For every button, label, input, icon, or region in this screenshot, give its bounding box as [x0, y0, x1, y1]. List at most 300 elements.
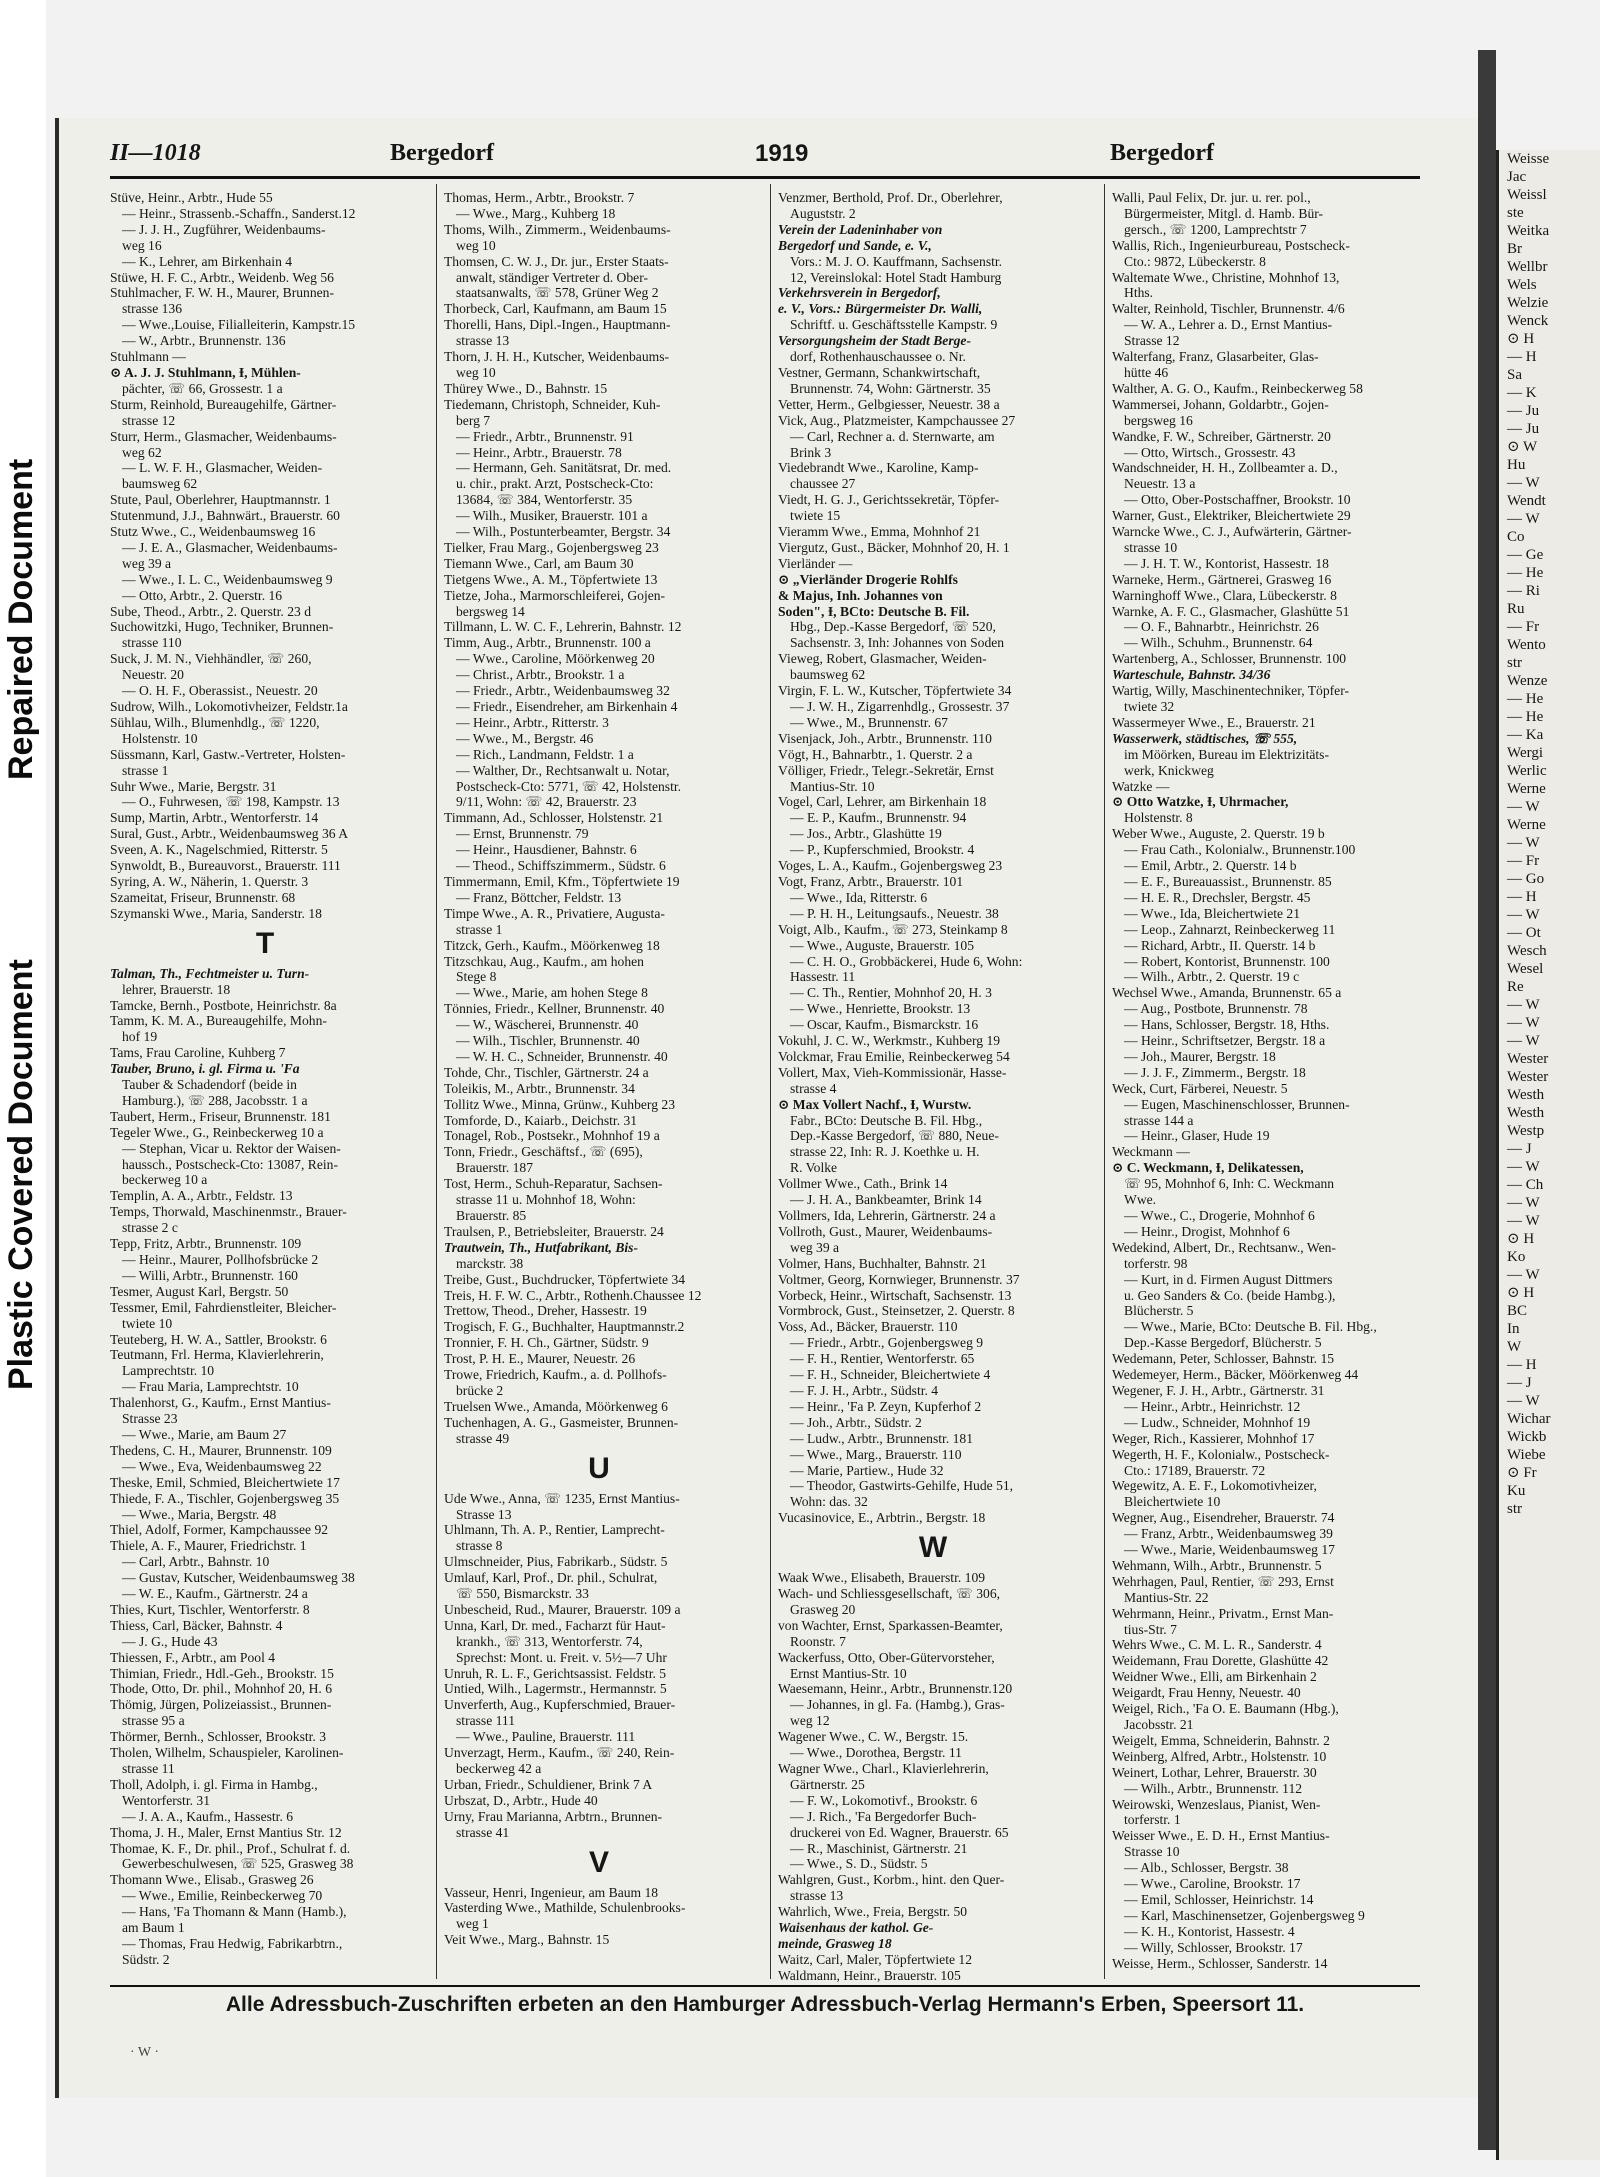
- adjacent-page-fragment: — W: [1507, 1267, 1540, 1283]
- directory-entry: strasse 11 u. Mohnhof 18, Wohn:: [456, 1192, 636, 1208]
- directory-entry: Weisser Wwe., E. D. H., Ernst Mantius-: [1112, 1828, 1330, 1844]
- adjacent-page-fragment: Weissl: [1507, 187, 1547, 203]
- directory-entry: — Wwe., Henriette, Brookstr. 13: [790, 1001, 971, 1017]
- directory-entry: Stüve, Heinr., Arbtr., Hude 55: [110, 190, 273, 205]
- entries-column-1: [110, 190, 420, 1968]
- adjacent-page-fragment: Wichar: [1507, 1411, 1551, 1427]
- adjacent-page-fragment: — W: [1507, 1393, 1540, 1409]
- directory-entry: Waesemann, Heinr., Arbtr., Brunnenstr.120: [778, 1681, 1013, 1697]
- adjacent-page-fragment: Wellbr: [1507, 259, 1548, 275]
- directory-entry: — R., Maschinist, Gärtnerstr. 21: [790, 1840, 968, 1856]
- directory-entry: ⊙ A. J. J. Stuhlmann, Ɨ, Mühlen-: [110, 364, 301, 380]
- directory-entry: — Emil, Arbtr., 2. Querstr. 14 b: [1124, 858, 1297, 874]
- directory-entry: Thömig, Jürgen, Polizeiassist., Brunnen-: [110, 1697, 332, 1713]
- header-year: 1919: [755, 140, 809, 167]
- directory-entry: — Jos., Arbtr., Glashütte 19: [790, 826, 942, 842]
- directory-entry: Tronnier, F. H. Ch., Gärtner, Südstr. 9: [444, 1335, 649, 1351]
- adjacent-page-fragment: — Ju: [1507, 421, 1540, 437]
- directory-entry: — Friedr., Arbtr., Brunnenstr. 91: [456, 428, 634, 444]
- directory-entry: — Stephan, Vicar u. Rektor der Waisen-: [122, 1140, 341, 1156]
- directory-entry: — Wwe.,Louise, Filialleiterin, Kampstr.15: [122, 317, 356, 333]
- directory-entry: strasse 110: [122, 635, 182, 651]
- directory-entry: Unverzagt, Herm., Kaufm., ☏ 240, Rein-: [444, 1745, 675, 1761]
- directory-entry: Vollroth, Gust., Maurer, Weidenbaums-: [778, 1223, 993, 1239]
- directory-entry: Truelsen Wwe., Amanda, Möörkenweg 6: [444, 1398, 668, 1414]
- directory-entry: Untied, Wilh., Lagermstr., Hermannstr. 5: [444, 1681, 667, 1697]
- directory-entry: — C. Th., Rentier, Mohnhof 20, H. 3: [790, 985, 992, 1001]
- directory-entry: ☏ 95, Mohnhof 6, Inh: C. Weckmann: [1124, 1176, 1335, 1192]
- directory-entry: Tohde, Chr., Tischler, Gärtnerstr. 24 a: [444, 1064, 649, 1080]
- directory-entry: Thiele, A. F., Maurer, Friedrichstr. 1: [110, 1538, 307, 1554]
- directory-entry: Vasseur, Henri, Ingenieur, am Baum 18: [444, 1884, 659, 1900]
- adjacent-page-fragment: Wesch: [1507, 943, 1547, 959]
- directory-entry: Dep.-Kasse Bergedorf, Blücherstr. 5: [1124, 1335, 1322, 1351]
- directory-entry: Treibe, Gust., Buchdrucker, Töpfertwiete 34: [444, 1271, 686, 1287]
- directory-entry: — Wwe., I. L. C., Weidenbaumsweg 9: [122, 571, 333, 587]
- directory-entry: marckstr. 38: [456, 1255, 524, 1271]
- directory-entry: — Robert, Kontorist, Brunnenstr. 100: [1124, 953, 1330, 969]
- adjacent-page-fragment: — Ka: [1507, 727, 1544, 743]
- directory-entry: — Wwe., Marg., Brauerstr. 110: [790, 1446, 962, 1462]
- page-header: [110, 140, 1420, 176]
- page-mark: · W ·: [130, 2045, 160, 2060]
- directory-entry: Virgin, F. L. W., Kutscher, Töpfertwiete 34: [778, 683, 1012, 699]
- directory-entry: Temps, Thorwald, Maschinenmstr., Brauer-: [110, 1204, 347, 1220]
- adjacent-page-fragment: — Go: [1507, 871, 1545, 887]
- directory-entry: Voltmer, Georg, Kornwieger, Brunnenstr. 37: [778, 1271, 1020, 1287]
- directory-entry: Waltemate Wwe., Christine, Mohnhof 13,: [1112, 269, 1340, 285]
- adjacent-page-fragment: — Fr: [1507, 619, 1540, 635]
- directory-entry: Thomas, Herm., Arbtr., Brookstr. 7: [444, 190, 635, 205]
- directory-entry: Wandschneider, H. H., Zollbeamter a. D.,: [1112, 460, 1338, 476]
- directory-entry: — Wwe., S. D., Südstr. 5: [790, 1856, 928, 1872]
- directory-entry: Gärtnerstr. 25: [790, 1776, 865, 1792]
- directory-entry: Timpe Wwe., A. R., Privatiere, Augusta-: [444, 905, 665, 921]
- adjacent-page-fragment: — W: [1507, 1033, 1540, 1049]
- directory-entry: — Wwe., M., Brunnenstr. 67: [790, 714, 948, 730]
- directory-entry: Warteschule, Bahnstr. 34/36: [1112, 667, 1271, 683]
- directory-entry: — P. H. H., Leitungsaufs., Neuestr. 38: [790, 905, 999, 921]
- directory-entry: — J. W. H., Zigarrenhdlg., Grossestr. 37: [790, 699, 1010, 714]
- directory-entry: weg 10: [456, 364, 496, 380]
- directory-entry: Wartenberg, A., Schlosser, Brunnenstr. 100: [1112, 651, 1347, 667]
- directory-entry: Walterfang, Franz, Glasarbeiter, Glas-: [1112, 349, 1319, 365]
- header-rule: [110, 176, 1420, 179]
- directory-entry: Trowe, Friedrich, Kaufm., a. d. Pollhofs-: [444, 1367, 667, 1383]
- adjacent-page-fragment: — He: [1507, 565, 1544, 581]
- adjacent-page-fragment: ⊙ H: [1507, 1231, 1535, 1247]
- adjacent-page-fragment: Sa: [1507, 367, 1522, 383]
- directory-entry: — Willy, Schlosser, Brookstr. 17: [1124, 1939, 1303, 1955]
- directory-entry: Warneke, Herm., Gärtnerei, Grasweg 16: [1112, 571, 1332, 587]
- directory-entry: strasse 12: [122, 412, 176, 428]
- directory-entry: — Heinr., Arbtr., Ritterstr. 3: [456, 714, 609, 730]
- directory-entry: Weck, Curt, Färberei, Neuestr. 5: [1112, 1080, 1288, 1096]
- directory-entry: Wohn: das. 32: [790, 1494, 868, 1510]
- directory-entry: Waak Wwe., Elisabeth, Brauerstr. 109: [778, 1570, 986, 1586]
- directory-entry: Strasse 23: [122, 1411, 178, 1427]
- directory-entry: — Wwe., Marie, Weidenbaumsweg 17: [1124, 1542, 1335, 1558]
- directory-entry: strasse 95 a: [122, 1713, 185, 1729]
- directory-entry: Urny, Frau Marianna, Arbtrn., Brunnen-: [444, 1808, 663, 1824]
- directory-entry: Walli, Paul Felix, Dr. jur. u. rer. pol.,: [1112, 190, 1311, 205]
- directory-entry: Weidner Wwe., Elli, am Birkenhain 2: [1112, 1669, 1317, 1685]
- directory-entry: — Wwe., Caroline, Möörkenweg 20: [456, 651, 655, 667]
- directory-entry: Weigel, Rich., 'Fa O. E. Baumann (Hbg.),: [1112, 1701, 1339, 1717]
- directory-entry: Veit Wwe., Marg., Bahnstr. 15: [444, 1932, 610, 1948]
- directory-entry: weg 1: [456, 1916, 489, 1932]
- directory-entry: Viedebrandt Wwe., Karoline, Kamp-: [778, 460, 979, 476]
- section-letter: V: [588, 1845, 609, 1879]
- directory-entry: — Wwe., Auguste, Brauerstr. 105: [790, 937, 974, 953]
- directory-entry: Voigt, Alb., Kaufm., ☏ 273, Steinkamp 8: [778, 921, 1008, 937]
- column-divider: [770, 184, 771, 1979]
- directory-entry: Tessmer, Emil, Fahrdienstleiter, Bleicher-: [110, 1299, 337, 1315]
- adjacent-page-fragment: str: [1507, 655, 1522, 671]
- directory-entry: Sturr, Herm., Glasmacher, Weidenbaums-: [110, 428, 337, 444]
- directory-entry: — Ludw., Arbtr., Brunnenstr. 181: [790, 1430, 974, 1446]
- directory-entry: Voges, L. A., Kaufm., Gojenbergsweg 23: [778, 858, 1003, 874]
- directory-entry: Traulsen, P., Betriebsleiter, Brauerstr. 24: [444, 1223, 664, 1239]
- directory-entry: Volckmar, Frau Emilie, Reinbeckerweg 54: [778, 1048, 1010, 1064]
- directory-entry: Wassermeyer Wwe., E., Brauerstr. 21: [1112, 714, 1316, 730]
- directory-entry: 12, Vereinslokal: Hotel Stadt Hamburg: [790, 269, 1002, 285]
- directory-entry: Trogisch, F. G., Buchhalter, Hauptmannstr.2: [444, 1319, 685, 1335]
- directory-entry: Walther, A. G. O., Kaufm., Reinbeckerweg 58: [1112, 380, 1363, 396]
- directory-entry: Wedemann, Peter, Schlosser, Bahnstr. 15: [1112, 1351, 1335, 1367]
- directory-entry: am Baum 1: [122, 1920, 185, 1936]
- directory-entry: Ude Wwe., Anna, ☏ 1235, Ernst Mantius-: [444, 1490, 680, 1506]
- directory-entry: Holstenstr. 8: [1124, 810, 1193, 826]
- directory-entry: von Wachter, Ernst, Sparkassen-Beamter,: [778, 1617, 1003, 1633]
- directory-entry: Sachsenstr. 3, Inh: Johannes von Soden: [790, 635, 1005, 651]
- directory-entry: torferstr. 1: [1124, 1812, 1181, 1828]
- directory-entry: ⊙ Otto Watzke, Ɨ, Uhrmacher,: [1112, 794, 1289, 810]
- directory-entry: — Wilh., Arbtr., 2. Querstr. 19 c: [1124, 969, 1300, 985]
- directory-entry: & Majus, Inh. Johannes von: [778, 587, 943, 603]
- directory-entry: Tiedemann, Christoph, Schneider, Kuh-: [444, 396, 661, 412]
- directory-entry: Sural, Gust., Arbtr., Weidenbaumsweg 36 A: [110, 826, 349, 842]
- directory-entry: — J. G., Hude 43: [122, 1633, 218, 1649]
- directory-entry: — J. Rich., 'Fa Bergedorfer Buch-: [790, 1808, 977, 1824]
- adjacent-page-fragment: Ko: [1507, 1249, 1526, 1265]
- directory-entry: Trautwein, Th., Hutfabrikant, Bis-: [444, 1239, 639, 1255]
- directory-entry: weg 10: [456, 237, 496, 253]
- directory-entry: — Walther, Dr., Rechtsanwalt u. Notar,: [456, 762, 670, 778]
- directory-entry: Thimian, Friedr., Hdl.-Geh., Brookstr. 15: [110, 1665, 334, 1681]
- directory-entry: strasse 4: [790, 1080, 837, 1096]
- directory-entry: — Richard, Arbtr., II. Querstr. 14 b: [1124, 937, 1316, 953]
- adjacent-page-fragment: Br: [1507, 241, 1522, 257]
- directory-entry: bergsweg 16: [1124, 412, 1193, 428]
- directory-entry: — Hermann, Geh. Sanitätsrat, Dr. med.: [456, 460, 672, 476]
- directory-entry: Tietgens Wwe., A. M., Töpfertwiete 13: [444, 571, 658, 587]
- directory-entry: Tholl, Adolph, i. gl. Firma in Hambg.,: [110, 1776, 318, 1792]
- directory-entry: — E. F., Bureauassist., Brunnenstr. 85: [1124, 873, 1332, 889]
- directory-entry: Thiede, F. A., Tischler, Gojenbergsweg 35: [110, 1490, 340, 1506]
- directory-entry: Völliger, Friedr., Telegr.-Sekretär, Ernst: [778, 762, 994, 778]
- directory-entry: Uhlmann, Th. A. P., Rentier, Lamprecht-: [444, 1522, 665, 1538]
- directory-entry: Wehmann, Wilh., Arbtr., Brunnenstr. 5: [1112, 1557, 1322, 1573]
- adjacent-page-fragment: — W: [1507, 1159, 1540, 1175]
- directory-entry: Tonagel, Rob., Postsekr., Mohnhof 19 a: [444, 1128, 660, 1144]
- directory-entry: dorf, Rothenhauschaussee o. Nr.: [790, 349, 966, 365]
- directory-entry: Lamprechtstr. 10: [122, 1363, 215, 1379]
- directory-entry: — Wwe., M., Bergstr. 46: [456, 730, 594, 746]
- directory-entry: Tietze, Joha., Marmorschleiferei, Gojen-: [444, 587, 666, 603]
- adjacent-page-fragment: Wels: [1507, 277, 1537, 293]
- directory-entry: Wedemeyer, Herm., Bäcker, Möörkenweg 44: [1112, 1367, 1359, 1383]
- directory-entry: — Johannes, in gl. Fa. (Hambg.), Gras-: [790, 1697, 1005, 1713]
- directory-entry: brücke 2: [456, 1382, 504, 1398]
- directory-entry: — W. H. C., Schneider, Brunnenstr. 40: [456, 1048, 668, 1064]
- directory-entry: Stüwe, H. F. C., Arbtr., Weidenb. Weg 56: [110, 269, 334, 285]
- directory-entry: Sube, Theod., Arbtr., 2. Querstr. 23 d: [110, 603, 311, 619]
- directory-entry: Wehrhagen, Paul, Rentier, ☏ 293, Ernst: [1112, 1573, 1334, 1589]
- adjacent-page-fragment: — H: [1507, 1357, 1537, 1373]
- directory-entry: strasse 2 c: [122, 1220, 178, 1236]
- directory-entry: Umlauf, Karl, Prof., Dr. phil., Schulrat,: [444, 1570, 658, 1586]
- directory-entry: Tholen, Wilhelm, Schauspieler, Karolinen-: [110, 1745, 344, 1761]
- adjacent-page-fragment: Wesel: [1507, 961, 1544, 977]
- directory-entry: Weckmann —: [1112, 1144, 1190, 1160]
- directory-entry: Wegner, Aug., Eisendreher, Brauerstr. 74: [1112, 1510, 1335, 1526]
- directory-entry: — Joh., Arbtr., Südstr. 2: [790, 1414, 922, 1430]
- directory-entry: baumsweg 62: [790, 667, 866, 683]
- directory-entry: Weber Wwe., Auguste, 2. Querstr. 19 b: [1112, 826, 1325, 842]
- directory-entry: Warnke, A. F. C., Glasmacher, Glashütte 51: [1112, 603, 1350, 619]
- directory-entry: Thörmer, Bernh., Schlosser, Brookstr. 3: [110, 1729, 327, 1745]
- directory-entry: anwalt, ständiger Vertreter d. Ober-: [456, 269, 648, 285]
- directory-entry: — Heinr., Schriftsetzer, Bergstr. 18 a: [1124, 1033, 1326, 1049]
- directory-entry: u. chir., prakt. Arzt, Postscheck-Cto:: [456, 476, 654, 492]
- directory-entry: — W. A., Lehrer a. D., Ernst Mantius-: [1124, 317, 1333, 333]
- section-letter: U: [588, 1451, 610, 1485]
- directory-entry: Tuchenhagen, A. G., Gasmeister, Brunnen-: [444, 1414, 679, 1430]
- adjacent-page-fragment: Wendt: [1507, 493, 1546, 509]
- directory-entry: Verkehrsverein in Bergedorf,: [778, 285, 941, 301]
- adjacent-page-fragment: Ru: [1507, 601, 1525, 617]
- directory-entry: — Franz, Böttcher, Feldstr. 13: [456, 889, 622, 905]
- adjacent-page-fragment: — Fr: [1507, 853, 1540, 869]
- directory-entry: — Heinr., Strassenb.-Schaffn., Sanderst.12: [122, 205, 356, 221]
- directory-entry: strasse 13: [790, 1888, 844, 1904]
- directory-entry: — Heinr., Arbtr., Heinrichstr. 12: [1124, 1398, 1301, 1414]
- section-letter: W: [918, 1531, 948, 1565]
- directory-entry: Synwoldt, B., Bureauvorst., Brauerstr. 111: [110, 858, 341, 874]
- directory-entry: Thorn, J. H. H., Kutscher, Weidenbaums-: [444, 349, 670, 365]
- directory-entry: Timm, Aug., Arbtr., Brunnenstr. 100 a: [444, 635, 651, 651]
- directory-entry: Urban, Friedr., Schuldiener, Brink 7 A: [444, 1776, 653, 1792]
- directory-entry: meinde, Grasweg 18: [778, 1935, 892, 1951]
- adjacent-page-fragment: Weitka: [1507, 223, 1550, 239]
- directory-entry: Thürey Wwe., D., Bahnstr. 15: [444, 380, 608, 396]
- adjacent-page-fragment: Hu: [1507, 457, 1526, 473]
- directory-entry: Warner, Gust., Elektriker, Bleichertwiete 29: [1112, 508, 1351, 524]
- directory-entry: Toleikis, M., Arbtr., Brunnenstr. 34: [444, 1080, 635, 1096]
- adjacent-page-fragment: — Ch: [1507, 1177, 1544, 1193]
- adjacent-page-fragment: Wento: [1507, 637, 1546, 653]
- adjacent-page-fragment: — He: [1507, 691, 1544, 707]
- directory-entry: Vasterding Wwe., Mathilde, Schulenbrooks-: [444, 1900, 686, 1916]
- directory-entry: Vestner, Germann, Schankwirtschaft,: [778, 364, 981, 380]
- repaired-document-label: Repaired Document: [2, 458, 40, 780]
- plastic-covered-label: Plastic Covered Document: [2, 959, 40, 1390]
- directory-entry: — Friedr., Arbtr., Weidenbaumsweg 32: [456, 683, 670, 699]
- directory-entry: — Friedr., Arbtr., Gojenbergsweg 9: [790, 1335, 984, 1351]
- directory-entry: gersch., ☏ 1200, Lamprechtstr 7: [1124, 221, 1307, 237]
- adjacent-page-fragment: Weisse: [1507, 151, 1550, 167]
- directory-entry: Thies, Kurt, Tischler, Wentorferstr. 8: [110, 1601, 310, 1617]
- directory-entry: Cto.: 9872, Lübeckerstr. 8: [1124, 253, 1266, 269]
- directory-entry: — F. W., Lokomotivf., Brookstr. 6: [790, 1792, 978, 1808]
- directory-entry: druckerei von Ed. Wagner, Brauerstr. 65: [790, 1824, 1009, 1840]
- directory-entry: Stutz Wwe., C., Weidenbaumsweg 16: [110, 524, 316, 540]
- directory-entry: Wagner Wwe., Charl., Klavierlehrerin,: [778, 1761, 989, 1776]
- directory-entry: Trost, P. H. E., Maurer, Neuestr. 26: [444, 1351, 636, 1367]
- adjacent-page-fragment: — Ju: [1507, 403, 1540, 419]
- directory-entry: Vollmer Wwe., Cath., Brink 14: [778, 1176, 948, 1192]
- directory-entry: Stuhlmann —: [110, 349, 186, 365]
- directory-entry: — J. E. A., Glasmacher, Weidenbaums-: [122, 539, 338, 555]
- directory-entry: strasse 10: [1124, 539, 1178, 555]
- directory-entry: — Wwe., Marg., Kuhberg 18: [456, 205, 616, 221]
- directory-entry: Mantius-Str. 22: [1124, 1589, 1209, 1605]
- directory-entry: Weidemann, Frau Dorette, Glashütte 42: [1112, 1653, 1329, 1669]
- directory-entry: Brauerstr. 85: [456, 1208, 527, 1223]
- directory-entry: — Theodor, Gastwirts-Gehilfe, Hude 51,: [790, 1478, 1014, 1494]
- directory-entry: Stutenmund, J.J., Bahnwärt., Brauerstr. 60: [110, 508, 340, 524]
- adjacent-page-fragment: — W: [1507, 475, 1540, 491]
- directory-entry: Versorgungsheim der Stadt Berge-: [778, 333, 971, 349]
- directory-entry: Tamm, K. M. A., Bureaugehilfe, Mohn-: [110, 1013, 327, 1029]
- directory-entry: Vick, Aug., Platzmeister, Kampchaussee 27: [778, 412, 1016, 428]
- directory-entry: — K., Lehrer, am Birkenhain 4: [122, 253, 293, 269]
- directory-entry: — Heinr., Maurer, Pollhofsbrücke 2: [122, 1252, 319, 1267]
- directory-entry: Tillmann, L. W. C. F., Lehrerin, Bahnstr. 12: [444, 619, 682, 635]
- directory-entry: Vierländer —: [778, 555, 853, 571]
- adjacent-page-fragment: Westh: [1507, 1087, 1545, 1103]
- directory-entry: Hassestr. 11: [790, 969, 856, 985]
- directory-entry: Vogel, Carl, Lehrer, am Birkenhain 18: [778, 794, 987, 810]
- directory-entry: — Christ., Arbtr., Brookstr. 1 a: [456, 667, 625, 683]
- directory-entry: 9/11, Wohn: ☏ 42, Brauerstr. 23: [456, 794, 637, 810]
- directory-entry: — O., Fuhrwesen, ☏ 198, Kampstr. 13: [122, 794, 340, 810]
- directory-entry: — Carl, Arbtr., Bahnstr. 10: [122, 1554, 270, 1570]
- directory-entry: Sump, Martin, Arbtr., Wentorferstr. 14: [110, 810, 319, 826]
- adjacent-page-fragment: — W: [1507, 997, 1540, 1013]
- directory-entry: — Karl, Maschinensetzer, Gojenbergsweg 9: [1124, 1907, 1365, 1923]
- directory-entry: Dep.-Kasse Bergedorf, ☏ 880, Neue-: [790, 1128, 999, 1144]
- directory-entry: baumsweg 62: [122, 476, 198, 492]
- directory-entry: — Wwe., Maria, Bergstr. 48: [122, 1506, 277, 1522]
- directory-entry: 13684, ☏ 384, Wentorferstr. 35: [456, 492, 633, 508]
- adjacent-page-fragment: ⊙ H: [1507, 1285, 1535, 1301]
- directory-entry: Bergedorf und Sande, e. V.,: [778, 237, 932, 253]
- directory-entry: — J. J. F., Zimmerm., Bergstr. 18: [1124, 1064, 1306, 1080]
- directory-entry: — J. A. A., Kaufm., Hassestr. 6: [122, 1808, 294, 1824]
- directory-entry: Wahlgren, Gust., Korbm., hint. den Quer-: [778, 1872, 1005, 1888]
- directory-entry: strasse 41: [456, 1824, 510, 1840]
- directory-entry: — E. P., Kaufm., Brunnenstr. 94: [790, 810, 967, 826]
- directory-entry: twiete 32: [1124, 699, 1175, 714]
- directory-entry: Wentorferstr. 31: [122, 1792, 210, 1808]
- adjacent-page-fragment: — Ri: [1507, 583, 1540, 599]
- directory-entry: Wehrmann, Heinr., Privatm., Ernst Man-: [1112, 1605, 1334, 1621]
- directory-entry: Talman, Th., Fechtmeister u. Turn-: [110, 965, 310, 981]
- directory-entry: Weigardt, Frau Henny, Neuestr. 40: [1112, 1685, 1301, 1701]
- directory-entry: Szameitat, Friseur, Brunnenstr. 68: [110, 889, 296, 905]
- directory-entry: strasse 111: [456, 1713, 516, 1729]
- directory-entry: Vokuhl, J. C. W., Werkmstr., Kuhberg 19: [778, 1033, 1001, 1049]
- directory-entry: chaussee 27: [790, 476, 856, 492]
- directory-entry: R. Volke: [790, 1160, 838, 1176]
- directory-entry: — Theod., Schiffszimmerm., Südstr. 6: [456, 858, 666, 874]
- section-letter: T: [255, 926, 275, 960]
- directory-entry: beckerweg 42 a: [456, 1761, 542, 1776]
- adjacent-page-fragment: — W: [1507, 907, 1540, 923]
- directory-entry: Wackerfuss, Otto, Ober-Gütervorsteher,: [778, 1649, 995, 1665]
- directory-entry: Sprechst: Mont. u. Freit. v. 5½—7 Uhr: [456, 1649, 667, 1665]
- directory-entry: — Friedr., Eisendreher, am Birkenhain 4: [456, 699, 678, 714]
- directory-entry: — Heinr., 'Fa P. Zeyn, Kupferhof 2: [790, 1398, 982, 1414]
- directory-entry: — Wwe., C., Drogerie, Mohnhof 6: [1124, 1208, 1315, 1223]
- directory-entry: Viergutz, Gust., Bäcker, Mohnhof 20, H. 1: [778, 539, 1010, 555]
- directory-entry: — Wilh., Tischler, Brunnenstr. 40: [456, 1033, 640, 1049]
- directory-entry: Neuestr. 20: [122, 667, 184, 683]
- directory-entry: Thalenhorst, G., Kaufm., Ernst Mantius-: [110, 1395, 331, 1411]
- directory-entry: Roonstr. 7: [790, 1633, 846, 1649]
- directory-entry: u. Geo Sanders & Co. (beide Hambg.),: [1124, 1287, 1336, 1303]
- directory-entry: — Hans, 'Fa Thomann & Mann (Hamb.),: [122, 1904, 347, 1920]
- directory-entry: Warninghoff Wwe., Clara, Lübeckerstr. 8: [1112, 587, 1337, 603]
- directory-entry: Thomae, K. F., Dr. phil., Prof., Schulrat f. d.: [110, 1840, 351, 1856]
- adjacent-page-fragment: — W: [1507, 1015, 1540, 1031]
- directory-entry: Voss, Ad., Bäcker, Brauerstr. 110: [778, 1319, 958, 1335]
- directory-entry: Brunnenstr. 74, Wohn: Gärtnerstr. 35: [790, 380, 991, 396]
- directory-entry: Wandke, F. W., Schreiber, Gärtnerstr. 20: [1112, 428, 1331, 444]
- directory-entry: Blücherstr. 5: [1124, 1303, 1194, 1319]
- page-gutter: [1478, 50, 1496, 2150]
- directory-entry: — Hans, Schlosser, Bergstr. 18, Hths.: [1124, 1017, 1330, 1033]
- adjacent-page-fragment: Westh: [1507, 1105, 1545, 1121]
- directory-entry: im Möörken, Bureau im Elektrizitäts-: [1124, 746, 1329, 762]
- directory-entry: — Ludw., Schneider, Mohnhof 19: [1124, 1414, 1311, 1430]
- directory-entry: Teutmann, Frl. Herma, Klavierlehrerin,: [110, 1347, 324, 1363]
- adjacent-page-fragment: Wergi: [1507, 745, 1544, 761]
- directory-entry: Unbescheid, Rud., Maurer, Brauerstr. 109 a: [444, 1601, 681, 1617]
- directory-entry: Venzmer, Berthold, Prof. Dr., Oberlehrer,: [778, 190, 1003, 205]
- directory-entry: Tönnies, Friedr., Kellner, Brunnenstr. 40: [444, 1001, 665, 1017]
- directory-entry: Thiessen, F., Arbtr., am Pool 4: [110, 1649, 276, 1665]
- directory-entry: Vögt, H., Bahnarbtr., 1. Querstr. 2 a: [778, 746, 973, 762]
- directory-entry: Theske, Emil, Schmied, Bleichertwiete 17: [110, 1474, 340, 1490]
- publisher-footer: Alle Adressbuch-Zuschriften erbeten an den Hamburger Adressbuch-Verlag Hermann's Erben, Speersort 11.: [225, 1993, 1305, 2016]
- directory-entry: Thedens, C. H., Maurer, Brunnenstr. 109: [110, 1442, 332, 1458]
- directory-entry: — Ernst, Brunnenstr. 79: [456, 826, 589, 842]
- directory-entry: Walter, Reinhold, Tischler, Brunnenstr. 4/6: [1112, 301, 1345, 317]
- directory-entry: Wechsel Wwe., Amanda, Brunnenstr. 65 a: [1112, 985, 1342, 1001]
- adjacent-page-fragment: Werne: [1507, 781, 1546, 797]
- adjacent-page-fragment: Ku: [1507, 1483, 1526, 1499]
- directory-entry: haussch., Postscheck-Cto: 13087, Rein-: [122, 1156, 338, 1172]
- directory-entry: — W., Wäscherei, Brunnenstr. 40: [456, 1017, 639, 1033]
- directory-entry: Unna, Karl, Dr. med., Facharzt für Haut-: [444, 1617, 666, 1633]
- directory-entry: Sturm, Reinhold, Bureaugehilfe, Gärtner-: [110, 396, 337, 412]
- directory-entry: — Wwe., Emilie, Reinbeckerweg 70: [122, 1888, 323, 1904]
- directory-entry: Vetter, Herm., Gelbgiesser, Neuestr. 38 a: [778, 396, 1000, 412]
- directory-entry: beckerweg 10 a: [122, 1172, 208, 1188]
